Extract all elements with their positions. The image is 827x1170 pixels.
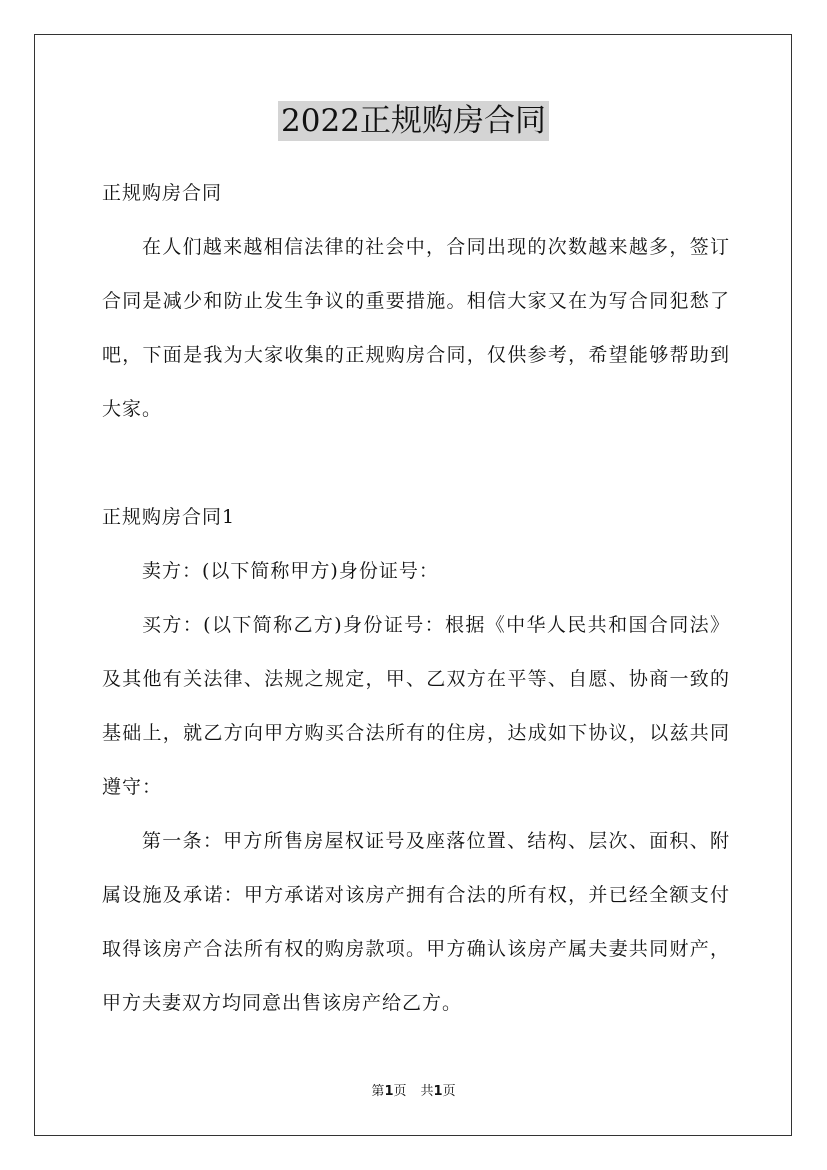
total-suffix: 页 [442, 1084, 456, 1099]
page-suffix: 页 [393, 1084, 407, 1099]
intro-paragraph: 在人们越来越相信法律的社会中，合同出现的次数越来越多，签订合同是减少和防止发生争议的重要措施。相信大家又在为写合同犯愁了吧，下面是我为大家收集的正规购房合同，仅供参考，希望能够帮助到大家。 [102, 236, 730, 420]
total-number: 1 [433, 1084, 443, 1099]
total-prefix: 共 [420, 1084, 434, 1099]
intro-heading: 正规购房合同 [102, 182, 223, 204]
document-title-text: 2022正规购房合同 [278, 101, 549, 141]
seller-line: 卖方：(以下简称甲方)身份证号： [142, 560, 439, 582]
document-title [0, 101, 827, 141]
page-prefix: 第 [371, 1084, 385, 1099]
document-body [102, 166, 730, 1030]
article-1-paragraph: 第一条：甲方所售房屋权证号及座落位置、结构、层次、面积、附属设施及承诺：甲方承诺对该房产拥有合法的所有权，并已经全额支付取得该房产合法所有权的购房款项。甲方确认该房产属夫妻共同财产，甲方夫妻双方均同意出售该房产给乙方。 [102, 830, 730, 1014]
section-gap [102, 436, 730, 490]
page-footer [0, 1082, 827, 1102]
section-heading: 正规购房合同1 [102, 506, 236, 528]
page-number: 1 [384, 1084, 394, 1099]
buyer-paragraph: 买方：(以下简称乙方)身份证号：根据《中华人民共和国合同法》及其他有关法律、法规之规定，甲、乙双方在平等、自愿、协商一致的基础上，就乙方向甲方购买合法所有的住房，达成如下协议，以兹共同遵守： [102, 614, 730, 798]
